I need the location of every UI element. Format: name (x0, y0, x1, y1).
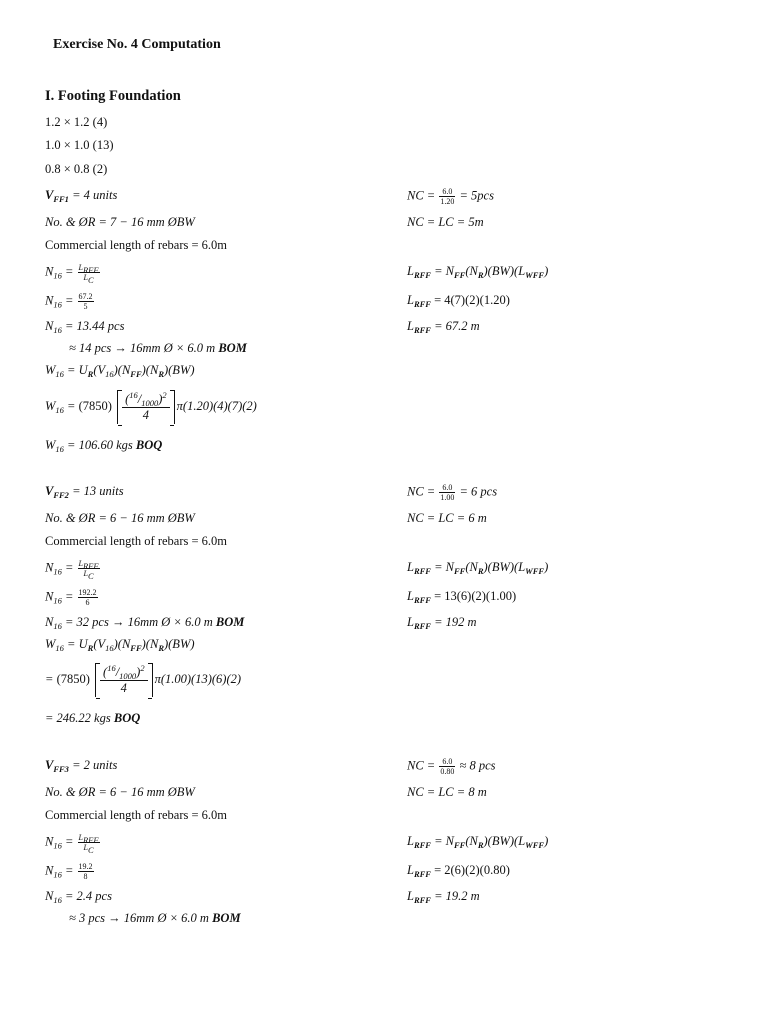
ff2-weight-result: = 246.22 kgs BOQ (45, 711, 141, 725)
ff3-n16-formula: $N_{16}$ = $\frac{L_{RFF}}{L_C}$ (45, 833, 99, 855)
dimension-line-2: 1.0 × 1.0 (13) (45, 138, 114, 152)
ff1-bom-line: ≈ 14 pcs → 16mm Ø × 6.0 m BOM (69, 341, 247, 355)
ff2-nc-lc: NC = LC = 6 m (407, 511, 487, 525)
ff3-lrff-values: $L_{RFF} = 2(6)(2)(0.80)$ (407, 863, 510, 879)
ff3-commercial-length: Commercial length of rebars = 6.0m (45, 808, 228, 822)
ff2-lrff-result: $L_{RFF} = 192$ m (407, 615, 477, 631)
ff2-n16-formula: $N_{16}$ = $\frac{L_{RFF}}{L_C}$ (45, 559, 99, 581)
ff1-weight-formula: $W_{16} = U_R(V_{16})(N_{FF})(N_R)(BW)$ (45, 363, 195, 379)
ff3-lrff-result: $L_{RFF} = 19.2$ m (407, 889, 480, 905)
ff3-nc-lc: NC = LC = 8 m (407, 785, 487, 799)
ff2-weight-formula: $W_{16} = U_R(V_{16})(N_{FF})(N_R)(BW)$ (45, 637, 195, 653)
ff2-commercial-length: Commercial length of rebars = 6.0m (45, 534, 228, 548)
ff1-n16-result: $N_{16} = 13.44$ pcs (45, 319, 125, 335)
ff3-n16-result: $N_{16} = 2.4$ pcs (45, 889, 112, 905)
ff1-lrff-values: $L_{RFF} = 4(7)(2)(1.20)$ (407, 293, 510, 309)
ff1-number-of-rebars: No. & ØR = 7 − 16 mm ØBW (45, 215, 195, 229)
ff3-n16-values: $N_{16}$ = $\frac{19.2}{8}$ (45, 862, 93, 881)
ff2-lrff-formula: $L_{RFF} = N_{FF}(N_R)(BW)(L_{WFF})$ (407, 560, 549, 576)
ff3-lrff-formula: $L_{RFF} = N_{FF}(N_R)(BW)(L_{WFF})$ (407, 834, 549, 850)
ff2-n16-values: $N_{16}$ = $\frac{192.2}{6}$ (45, 588, 97, 607)
ff3-bom-line: ≈ 3 pcs → 16mm Ø × 6.0 m BOM (69, 911, 241, 925)
dimension-line-1: 1.2 × 1.2 (4) (45, 115, 108, 129)
ff3-nc-ratio: NC = $\frac{6.0}{0.80}$ ≈ 8 pcs (407, 757, 496, 776)
section-heading: I. Footing Foundation (45, 88, 181, 104)
dimension-line-3: 0.8 × 0.8 (2) (45, 162, 108, 176)
ff3-number-of-rebars: No. & ØR = 6 − 16 mm ØBW (45, 785, 195, 799)
ff1-n16-formula: $N_{16}$ = $\frac{L_{RFF}}{L_C}$ (45, 263, 99, 285)
ff1-commercial-length: Commercial length of rebars = 6.0m (45, 238, 228, 252)
ff1-n16-values: $N_{16}$ = $\frac{67.2}{5}$ (45, 292, 93, 311)
ff2-nc-ratio: NC = $\frac{6.0}{1.00}$ = 6 pcs (407, 483, 498, 502)
ff2-n16-result: $N_{16} = 32$ pcs → 16mm Ø × 6.0 m BOM (45, 615, 245, 631)
ff2-weight-values: = (7850) $\frac{(^{16}/_{1000})^2}{4}$ π(1.00)(13)(6)(2) (45, 662, 242, 695)
page-title: Exercise No. 4 Computation (53, 37, 221, 52)
ff1-nc-lc: NC = LC = 5m (407, 215, 484, 229)
ff1-weight-result: $W_{16} = 106.60$ kgs BOQ (45, 438, 163, 454)
ff2-units: $V_{FF2} = 13$ units (45, 484, 124, 500)
ff1-lrff-formula: $L_{RFF} = N_{FF}(N_R)(BW)(L_{WFF})$ (407, 264, 549, 280)
ff2-lrff-values: $L_{RFF} = 13(6)(2)(1.00)$ (407, 589, 517, 605)
ff1-nc-ratio: NC = $\frac{6.0}{1.20}$ = 5pcs (407, 187, 494, 206)
ff1-units: $V_{FF1} = 4$ units (45, 188, 118, 204)
ff3-units: $V_{FF3} = 2$ units (45, 758, 118, 774)
ff1-lrff-result: $L_{RFF} = 67.2$ m (407, 319, 480, 335)
ff2-number-of-rebars: No. & ØR = 6 − 16 mm ØBW (45, 511, 195, 525)
ff1-weight-values: $W_{16} = (7850)$ $\frac{(^{16}/_{1000})^2}{4}$ π(1.20)(4)(7)(2) (45, 389, 257, 422)
